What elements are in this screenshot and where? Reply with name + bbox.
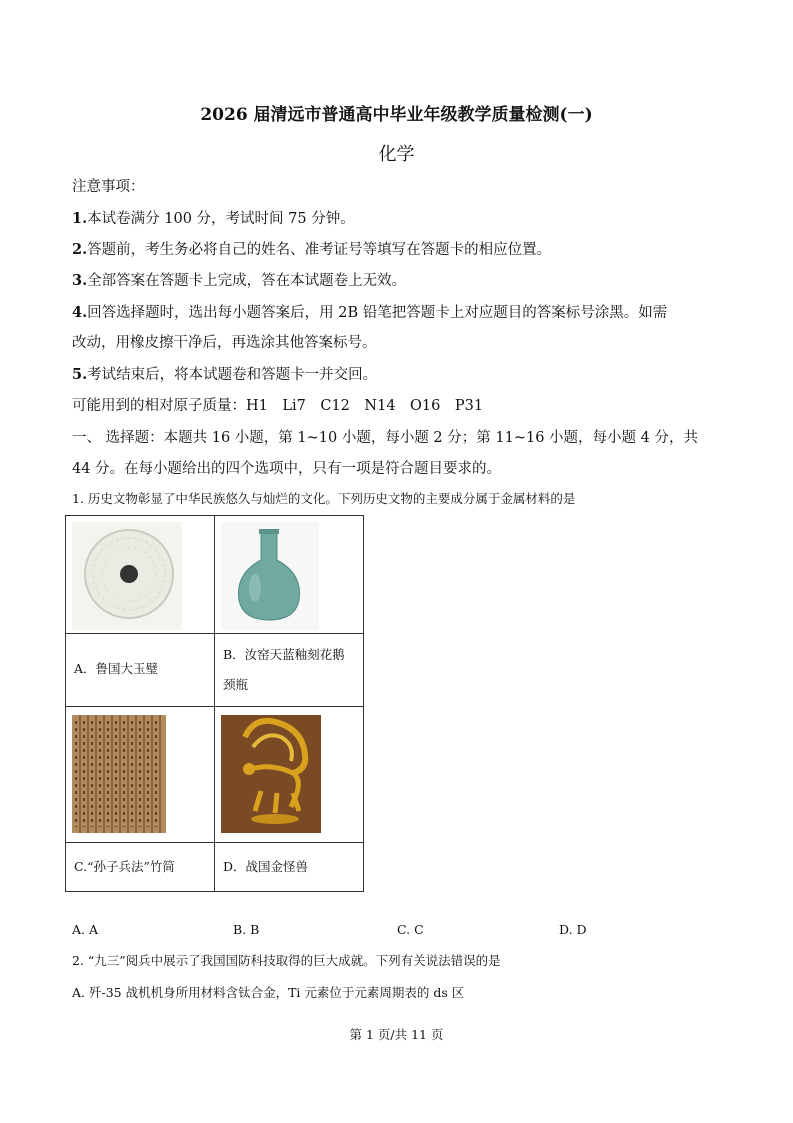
notice-item-text: 回答选择题时，选出每小题答案后，用 2B 铅笔把答题卡上对应题目的答案标号涂黑。如需 (87, 305, 668, 321)
cell-b-label (215, 634, 364, 707)
question-1-stem: 1. 历史文物彰显了中华民族悠久与灿烂的文化。下列历史文物的主要成分属于金属材料的是 (72, 491, 576, 506)
exam-title: 2026 届清远市普通高中毕业年级教学质量检测(一) (200, 105, 593, 125)
notice-item-2 (72, 240, 732, 260)
celadon-vase-image (215, 516, 363, 630)
option-d-label: D．战国金怪兽 (223, 859, 309, 874)
notice-item-text: 全部答案在答题卡上完成，答在本试题卷上无效。 (87, 273, 407, 289)
option-b-label-line1: B．汝窑天蓝釉刻花鹅 (223, 647, 345, 662)
question-2-option-a: A. 歼-35 战机机身所用材料含钛合金，Ti 元素位于元素周期表的 ds 区 (72, 985, 465, 1000)
bamboo-slips-image (66, 707, 214, 839)
answer-option-a: A. A (72, 922, 99, 937)
notice-item-num: 1. (72, 210, 88, 227)
cell-d-image (215, 707, 364, 843)
notice-item-num: 5. (72, 366, 88, 383)
notice-item-num: 4. (72, 304, 88, 321)
notice-item-5 (72, 365, 732, 385)
option-b-label-line2: 颈瓶 (223, 677, 249, 692)
answer-option-d: D. D (559, 922, 587, 937)
question-2-stem: 2. “九三”阅兵中展示了我国国防科技取得的巨大成就。下列有关说法错误的是 (72, 953, 501, 968)
section-heading-line2: 44 分。在每小题给出的四个选项中，只有一项是符合题目要求的。 (72, 461, 502, 477)
cell-d-label (215, 843, 364, 892)
notice-item-1 (72, 209, 732, 229)
gold-beast-image (215, 707, 363, 839)
notice-item-num: 3. (72, 272, 88, 289)
cell-c-image (66, 707, 215, 843)
option-a-label: A．鲁国大玉璧 (74, 661, 159, 676)
answer-option-c: C. C (397, 922, 424, 937)
question-1-table (65, 515, 364, 892)
page-footer: 第 1 页/共 11 页 (349, 1027, 444, 1042)
answer-option-b: B. B (233, 922, 260, 937)
notice-item-3 (72, 271, 732, 291)
notice-item-4 (72, 303, 732, 323)
notice-heading: 注意事项： (72, 179, 145, 195)
cell-b-image (215, 516, 364, 634)
notice-item-text: 答题前，考生务必将自己的姓名、准考证号等填写在答题卡的相应位置。 (87, 242, 552, 258)
cell-a-image (66, 516, 215, 634)
jade-disc-image (66, 516, 214, 630)
option-c-label: C.“孙子兵法”竹简 (74, 859, 175, 874)
notice-item-text: 本试卷满分 100 分，考试时间 75 分钟。 (87, 211, 355, 227)
notice-item-num: 2. (72, 241, 88, 258)
subject-title: 化学 (378, 144, 415, 165)
notice-item-text: 考试结束后，将本试题卷和答题卡一并交回。 (87, 367, 378, 383)
cell-c-label (66, 843, 215, 892)
section-heading-line1: 一、 选择题：本题共 16 小题，第 1~10 小题，每小题 2 分；第 11~16 小题，每小题 4 分，共 (72, 430, 698, 446)
notice-item-4-cont: 改动，用橡皮擦干净后，再选涂其他答案标号。 (72, 335, 377, 351)
cell-a-label (66, 634, 215, 707)
atomic-masses: 可能用到的相对原子质量：H1 Li7 C12 N14 O16 P31 (72, 398, 484, 414)
